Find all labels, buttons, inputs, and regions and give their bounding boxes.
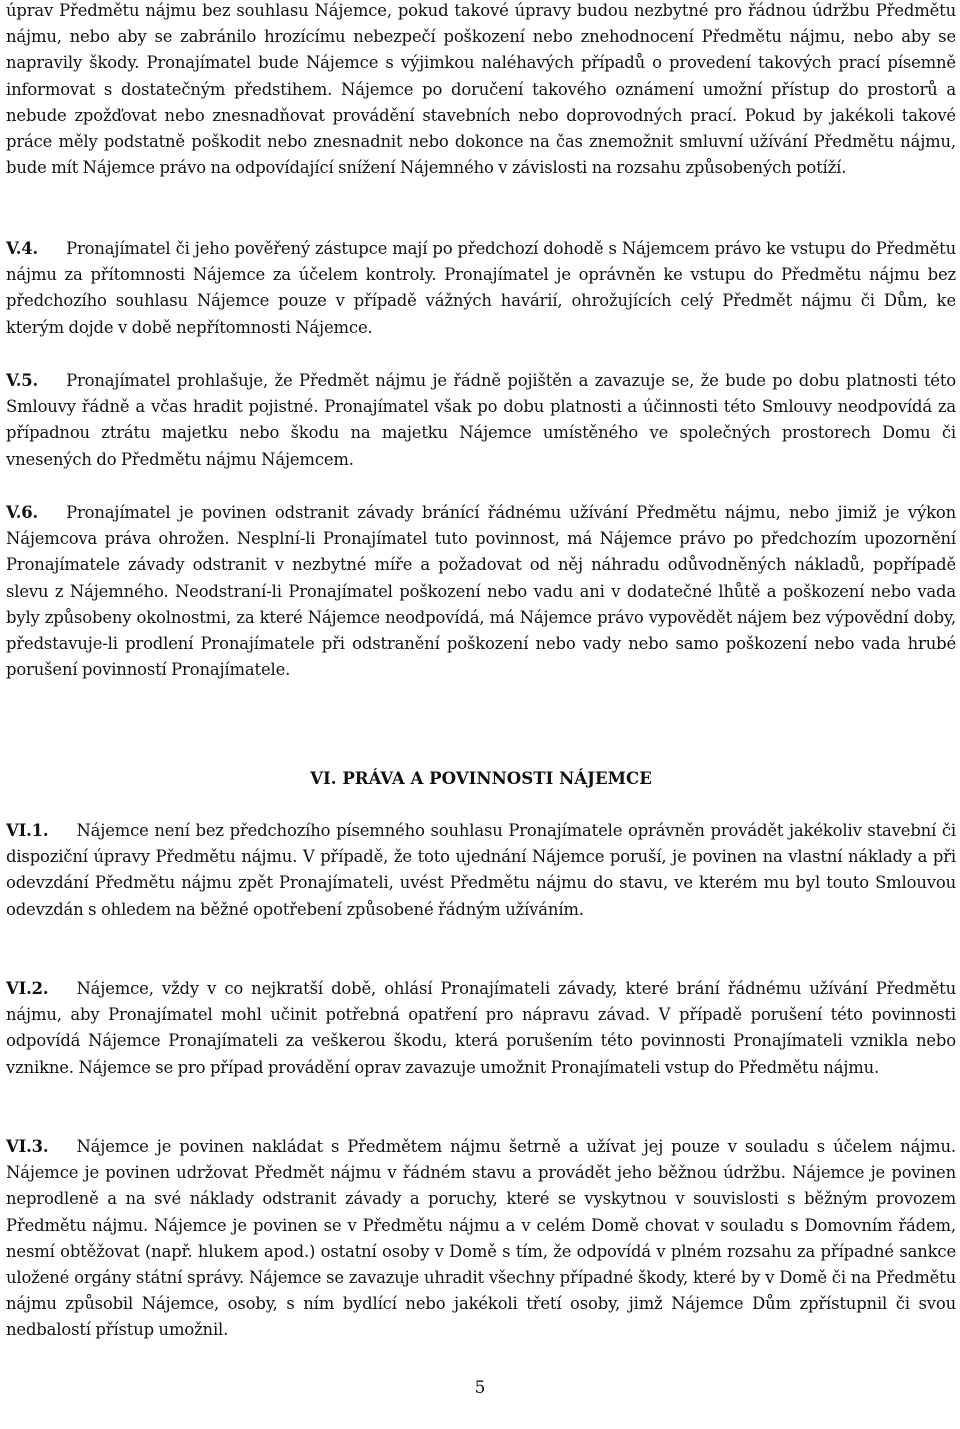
- section-vi3: [6, 1134, 956, 1344]
- section-number: V.5.: [6, 371, 39, 390]
- section-v6: [6, 500, 956, 683]
- section-number: V.6.: [6, 503, 39, 522]
- section-vi1: [6, 818, 956, 923]
- section-vi2: [6, 976, 956, 1081]
- section-text: Nájemce, vždy v co nejkratší době, ohlásí Pronajímateli závady, které brání řádnému užívání Předmětu nájmu, aby Pronajímatel mohl učinit potřebná opatření pro nápravu závad. V případě porušení této povinnosti odpovídá Nájemce Pronajímateli za veškerou škodu, která porušením této povinnosti Pronajímateli vznikla nebo vznikne. Nájemce se pro případ provádění oprav zavazuje umožnit Pronajímateli vstup do Předmětu nájmu.: [6, 979, 956, 1077]
- section-v4: [6, 236, 956, 341]
- section-number: V.4.: [6, 239, 39, 258]
- section-text: Pronajímatel či jeho pověřený zástupce mají po předchozí dohodě s Nájemcem právo ke vstupu do Předmětu nájmu za přítomnosti Nájemce za účelem kontroly. Pronajímatel je oprávněn ke vstupu do Předmětu nájmu bez předchozího souhlasu Nájemce pouze v případě vážných havárií, ohrožujících celý Předmět nájmu či Dům, ke kterým dojde v době nepřítomnosti Nájemce.: [6, 239, 956, 337]
- section-text: Nájemce je povinen nakládat s Předmětem nájmu šetrně a užívat jej pouze v souladu s účelem nájmu. Nájemce je povinen udržovat Předmět nájmu v řádném stavu a provádět jeho běžnou údržbu. Nájemce je povinen neprodleně a na své náklady odstranit závady a poruchy, které se vyskytnou v souvislosti s běžným provozem Předmětu nájmu. Nájemce je povinen se v Předmětu nájmu a v celém Domě chovat v souladu s Domovním řádem, nesmí obtěžovat (např. hlukem apod.) ostatní osoby v Domě s tím, že odpovídá v plném rozsahu za případné sankce uložené orgány státní správy. Nájemce se zavazuje uhradit všechny případné škody, které by v Domě či na Předmětu nájmu způsobil Nájemce, osoby, s ním bydlící nebo jakékoli třetí osoby, jimž Nájemce Dům zpřístupnil či svou nedbalostí přístup umožnil.: [6, 1137, 956, 1340]
- section-number: VI.1.: [6, 821, 49, 840]
- section-text: Pronajímatel prohlašuje, že Předmět nájmu je řádně pojištěn a zavazuje se, že bude po dobu platnosti této Smlouvy řádně a včas hradit pojistné. Pronajímatel však po dobu platnosti a účinnosti této Smlouvy neodpovídá za případnou ztrátu majetku nebo škodu na majetku Nájemce umístěného ve společných prostorech Domu či vnesených do Předmětu nájmu Nájemcem.: [6, 371, 956, 469]
- chapter-heading: VI. PRÁVA A POVINNOSTI NÁJEMCE: [310, 768, 652, 788]
- page-number: 5: [474, 1378, 486, 1398]
- section-number: VI.3.: [6, 1137, 49, 1156]
- section-number: VI.2.: [6, 979, 49, 998]
- section-text: Nájemce není bez předchozího písemného souhlasu Pronajímatele oprávněn provádět jakékoliv stavební či dispoziční úpravy Předmětu nájmu. V případě, že toto ujednání Nájemce poruší, je povinen na vlastní náklady a při odevzdání Předmětu nájmu zpět Pronajímateli, uvést Předmětu nájmu do stavu, ve kterém mu byl touto Smlouvou odevzdán s ohledem na běžné opotřebení způsobené řádným užíváním.: [6, 821, 956, 919]
- paragraph-intro: úprav Předmětu nájmu bez souhlasu Nájemce, pokud takové úpravy budou nezbytné pro řádnou údržbu Předmětu nájmu, nebo aby se zabránilo hrozícímu nebezpečí poškození nebo znehodnocení Předmětu nájmu, nebo aby se napravily škody. Pronajímatel bude Nájemce s výjimkou naléhavých případů o provedení takových prací písemně informovat s dostatečným předstihem. Nájemce po doručení takového oznámení umožní přístup do prostorů a nebude zpožďovat nebo znesnadňovat provádění stavebních nebo doprovodných prací. Pokud by jakékoli takové práce měly podstatně poškodit nebo znesnadnit nebo dokonce na čas znemožnit smluvní užívání Předmětu nájmu, bude mít Nájemce právo na odpovídající snížení Nájemného v závislosti na rozsahu způsobených potíží.: [6, 1, 956, 178]
- section-v5: [6, 368, 956, 473]
- section-text: Pronajímatel je povinen odstranit závady bránící řádnému užívání Předmětu nájmu, nebo jimiž je výkon Nájemcova práva ohrožen. Nesplní-li Pronajímatel tuto povinnost, má Nájemce právo po předchozím upozornění Pronajímatele závady odstranit v nezbytné míře a požadovat od něj náhradu odůvodněných nákladů, popřípadě slevu z Nájemného. Neodstraní-li Pronajímatel poškození nebo vadu ani v dodatečné lhůtě a poškození nebo vada byly způsobeny okolnostmi, za které Nájemce neodpovídá, má Nájemce právo vypovědět nájem bez výpovědní doby, představuje-li prodlení Pronajímatele při odstranění poškození nebo vady nebo samo poškození nebo vada hrubé porušení povinností Pronajímatele.: [6, 503, 956, 680]
